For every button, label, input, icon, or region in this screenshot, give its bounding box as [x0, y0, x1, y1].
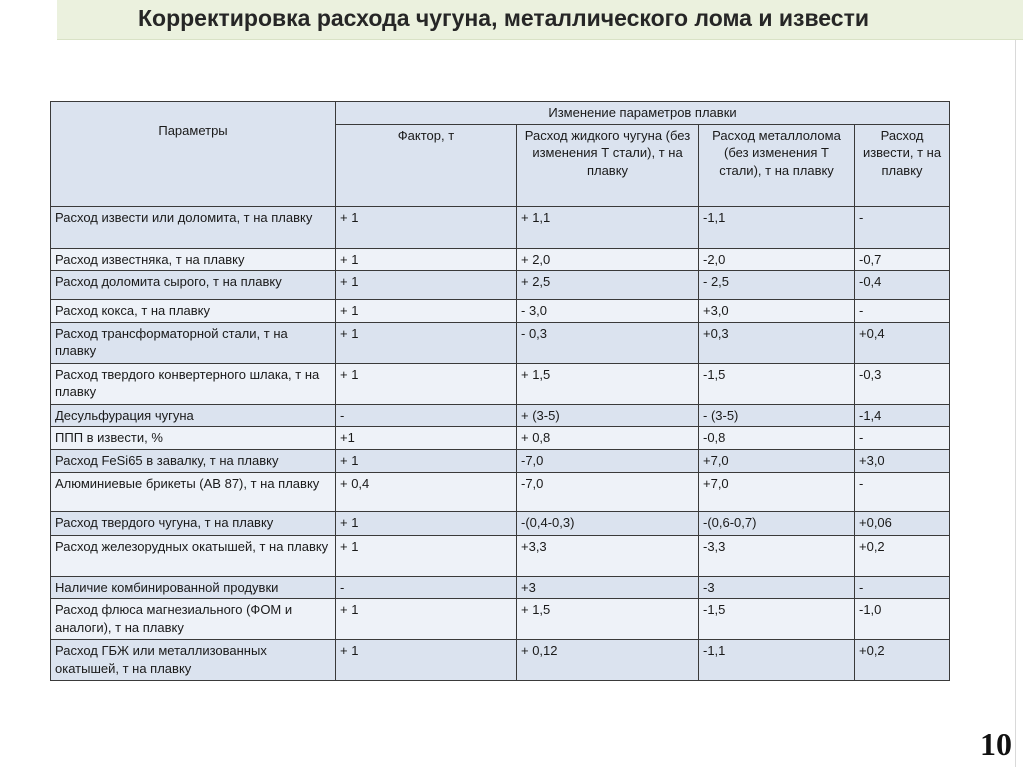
cell-lime: -: [855, 427, 950, 450]
row-param: Расход известняка, т на плавку: [51, 248, 336, 271]
cell-iron: + (3-5): [517, 404, 699, 427]
cell-factor: + 1: [336, 640, 517, 681]
cell-scrap: -1,5: [699, 363, 855, 404]
table-body: [51, 206, 950, 681]
cell-factor: + 1: [336, 535, 517, 576]
cell-scrap: - (3-5): [699, 404, 855, 427]
row-param: Расход кокса, т на плавку: [51, 300, 336, 323]
row-param: ППП в извести, %: [51, 427, 336, 450]
row-param: Десульфурация чугуна: [51, 404, 336, 427]
table-row: [51, 404, 950, 427]
cell-lime: +0,4: [855, 322, 950, 363]
cell-iron: + 0,8: [517, 427, 699, 450]
row-param: Алюминиевые брикеты (АВ 87), т на плавку: [51, 472, 336, 511]
cell-iron: + 2,5: [517, 271, 699, 300]
row-param: Расход извести или доломита, т на плавку: [51, 206, 336, 248]
slide-border: [1015, 40, 1016, 767]
cell-lime: +3,0: [855, 449, 950, 472]
cell-factor: + 1: [336, 599, 517, 640]
cell-scrap: -(0,6-0,7): [699, 511, 855, 535]
cell-lime: -: [855, 472, 950, 511]
header-group: Изменение параметров плавки: [336, 102, 950, 125]
cell-iron: -(0,4-0,3): [517, 511, 699, 535]
table-row: [51, 511, 950, 535]
cell-iron: + 1,5: [517, 363, 699, 404]
cell-lime: +0,06: [855, 511, 950, 535]
row-param: Расход доломита сырого, т на плавку: [51, 271, 336, 300]
cell-iron: +3: [517, 576, 699, 599]
row-param: Расход твердого конвертерного шлака, т на плавку: [51, 363, 336, 404]
title-bar: [57, 0, 1023, 40]
cell-factor: + 1: [336, 206, 517, 248]
table-row: [51, 322, 950, 363]
page-title: Корректировка расхода чугуна, металлического лома и извести: [138, 5, 869, 31]
row-param: Наличие комбинированной продувки: [51, 576, 336, 599]
cell-lime: +0,2: [855, 640, 950, 681]
cell-iron: + 2,0: [517, 248, 699, 271]
row-param: Расход флюса магнезиального (ФОМ и аналоги), т на плавку: [51, 599, 336, 640]
cell-factor: + 1: [336, 271, 517, 300]
cell-scrap: +3,0: [699, 300, 855, 323]
cell-iron: + 1,1: [517, 206, 699, 248]
cell-factor: + 1: [336, 511, 517, 535]
page-number: 10: [980, 726, 1012, 762]
cell-scrap: -0,8: [699, 427, 855, 450]
table-row: [51, 640, 950, 681]
cell-scrap: -1,5: [699, 599, 855, 640]
table-row: [51, 363, 950, 404]
row-param: Расход FeSi65 в завалку, т на плавку: [51, 449, 336, 472]
table-row: [51, 248, 950, 271]
table-row: [51, 599, 950, 640]
cell-factor: -: [336, 576, 517, 599]
table-row: [51, 535, 950, 576]
header-iron: Расход жидкого чугуна (без изменения Т стали), т на плавку: [517, 124, 699, 206]
header-factor: Фактор, т: [336, 124, 517, 206]
cell-lime: -: [855, 206, 950, 248]
table-row: [51, 576, 950, 599]
cell-factor: -: [336, 404, 517, 427]
cell-factor: + 1: [336, 363, 517, 404]
table-row: [51, 271, 950, 300]
table-row: [51, 300, 950, 323]
cell-iron: + 1,5: [517, 599, 699, 640]
cell-iron: - 0,3: [517, 322, 699, 363]
cell-scrap: +0,3: [699, 322, 855, 363]
table-row: [51, 427, 950, 450]
header-parameters: Параметры: [51, 102, 336, 207]
header-lime: Расход извести, т на плавку: [855, 124, 950, 206]
table-row: [51, 206, 950, 248]
table-row: [51, 449, 950, 472]
cell-lime: -0,3: [855, 363, 950, 404]
cell-iron: -7,0: [517, 449, 699, 472]
cell-factor: + 1: [336, 248, 517, 271]
cell-lime: -0,4: [855, 271, 950, 300]
header-scrap: Расход металлолома (без изменения Т стали), т на плавку: [699, 124, 855, 206]
cell-lime: +0,2: [855, 535, 950, 576]
cell-factor: +1: [336, 427, 517, 450]
cell-iron: + 0,12: [517, 640, 699, 681]
adjustment-table: [50, 101, 950, 681]
cell-scrap: +7,0: [699, 472, 855, 511]
cell-factor: + 1: [336, 322, 517, 363]
cell-iron: -7,0: [517, 472, 699, 511]
cell-lime: -: [855, 300, 950, 323]
row-param: Расход трансформаторной стали, т на плавку: [51, 322, 336, 363]
cell-scrap: - 2,5: [699, 271, 855, 300]
cell-lime: -0,7: [855, 248, 950, 271]
cell-scrap: -3: [699, 576, 855, 599]
cell-scrap: -3,3: [699, 535, 855, 576]
cell-iron: - 3,0: [517, 300, 699, 323]
cell-factor: + 1: [336, 300, 517, 323]
cell-scrap: -2,0: [699, 248, 855, 271]
table-row: [51, 472, 950, 511]
row-param: Расход ГБЖ или металлизованных окатышей, т на плавку: [51, 640, 336, 681]
row-param: Расход железорудных окатышей, т на плавку: [51, 535, 336, 576]
cell-iron: +3,3: [517, 535, 699, 576]
cell-scrap: -1,1: [699, 206, 855, 248]
row-param: Расход твердого чугуна, т на плавку: [51, 511, 336, 535]
cell-lime: -: [855, 576, 950, 599]
cell-scrap: +7,0: [699, 449, 855, 472]
cell-factor: + 1: [336, 449, 517, 472]
cell-factor: + 0,4: [336, 472, 517, 511]
cell-lime: -1,4: [855, 404, 950, 427]
cell-lime: -1,0: [855, 599, 950, 640]
cell-scrap: -1,1: [699, 640, 855, 681]
